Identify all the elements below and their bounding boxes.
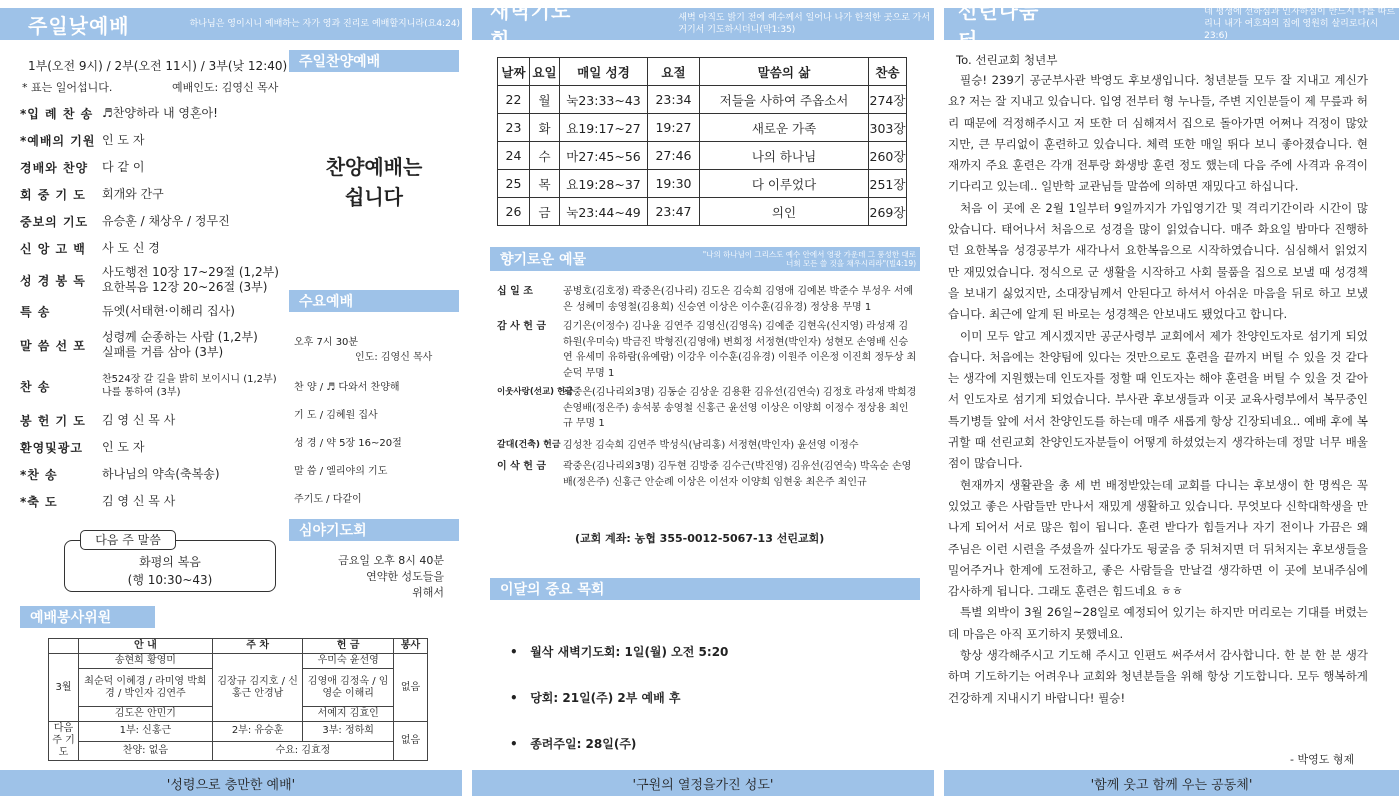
event-item: • 월삭 새벽기도회: 1일(월) 오전 5:20 bbox=[510, 645, 729, 659]
order-value: 김 영 신 목 사 bbox=[102, 494, 176, 508]
svc-cell: 찬양: 없음 bbox=[79, 741, 213, 761]
wed-items bbox=[294, 374, 402, 514]
dawn-row: 22 월 눅23:33~43 23:34 저들을 사하여 주옵소서 274장 bbox=[498, 86, 907, 114]
next-sermon-label: 다음 주 말씀 bbox=[80, 530, 176, 550]
order-label: 말 씀 선 포 bbox=[20, 338, 86, 353]
next-sermon-title: 화평의 복음 bbox=[139, 555, 201, 569]
worship-leader: 예배인도: 김영신 목사 bbox=[172, 81, 279, 94]
night-line: 연약한 성도들을 bbox=[366, 570, 444, 583]
dawn-row: 23 화 요19:17~27 19:27 새로운 가족 303장 bbox=[498, 114, 907, 142]
svc-col-header: 봉사 bbox=[394, 639, 428, 654]
order-item bbox=[20, 262, 282, 298]
order-value: 다 같 이 bbox=[102, 160, 145, 174]
dawn-col-header: 매일 성경 bbox=[560, 58, 648, 86]
order-item bbox=[20, 325, 282, 365]
letter-paragraph: 이미 모두 알고 계시겠지만 공군사령부 교회에서 제가 찬양인도자로 섬기게 되었습니다. 처음에는 찬양팀에 있다는 것만으로도 훈련을 끝까지 버틸 수 있을 것 같다는 생각에 지원했는데 인도자를 정할 때 인도자는 해야 훈련을 버틸 수 있을 것 같아서 인도자로 섬기게 되었습니다. 부사관 후보생들과 이곳 교육사령부에서 복무중인 특기병들 앞에 서서 찬양인도를 하는데 매주 새롭게 항상 긴장되네요.. 예배 후에 복귀할 때 선린교회 찬양인도자분들이 어떻게 하셨었는지 생각하는데 정말 너무 배울 점이 많습니다. bbox=[948, 328, 1368, 471]
order-label: 성 경 봉 독 bbox=[20, 273, 86, 288]
dawn-row: 26 금 눅23:44~49 23:47 의인 269장 bbox=[498, 198, 907, 226]
dawn-title: 새벽기도회 bbox=[490, 0, 572, 52]
order-value: 성령께 순종하는 사람 (1,2부) bbox=[102, 330, 258, 344]
svc-month: 3월 bbox=[49, 654, 79, 722]
wed-header: 수요예배 bbox=[289, 290, 459, 312]
offering-list bbox=[497, 284, 917, 490]
letter-paragraph: 현재까지 생활관을 총 세 번 배정받았는데 교회를 다니는 후보생이 한 명씩은 꼭 있었고 좋은 사람들만 만나서 재밌게 생활하고 있습니다. 무엇보다 신학대학생을 만나게 되어서 서로 많은 힘이 됩니다. 훈련 받다가 힘들거나 자기 전이나 가끔은 왜 주님은 이런 시련을 주셨을까 싶다가도 뒹굴음 중 뒤쳐지면 더 뒤처지는 후보생들을 밀어주거나 한계에 도전하고, 좋은 사람들을 만날걸 생각하면 이 곳에 보내주심에 감사하게 됩니다. 그래도 훈련은 힘드네요 ㅎㅎ bbox=[948, 477, 1369, 599]
stand-note: * 표는 일어섭니다. bbox=[22, 81, 113, 94]
letter-paragraph: 필승! 239기 공군부사관 박영도 후보생입니다. 청년분들 모두 잘 지내고 계신가요? 저는 잘 지내고 있습니다. 입영 전부터 형 누나들, 주변 지인분들이 제 무릎과 허리 때문에 걱정해주시고 저 또한 더 심해져서 집으로 돌아가면 어쩌나 걱정이 많았지만, 큰 무리없이 훈련하고 있습니다. 체력 또한 매일 뛰다 보니 좋아졌습니다. 현재까지 주요 훈련은 각개 전투랑 화생방 훈련 정도 했는데 다음 주에 사격과 유격이 기다리고 있는데.. 일반학 교관님들 말씀에 의하면 재밌다고 하십니다. bbox=[948, 73, 1368, 194]
offering-item: 십 일 조 공병호(김호정) 곽중은(김나리) 김도은 김숙희 김영애 김예본 박준수 부성우 서예은 성혜미 송영철(김용희) 신승연 이상은 이수훈(김유경) 정상용 무명 1 bbox=[497, 286, 914, 313]
order-item bbox=[20, 298, 282, 325]
offering-title: 향기로운 예물 bbox=[500, 252, 587, 268]
letter-paragraph: 처음 이 곳에 온 2월 1일부터 9일까지가 가입영기간 및 격리기간이라 시간이 많았습니다. 태어나서 처음으로 성경을 많이 읽었습니다. 매주 화요일 밤마다 진행하던 요한복음 성경공부가 새각나서 요한복음으로 시작하였습니다. 심심해서 읽었지만 재밌었습니다. 정식으로 군 생활을 시작하고 사회 물품을 집으로 보낼 때 성경책을 보내기 싫었지만, 소대장님께서 안된다고 하셔서 아쉬운 마음을 뒤로 하고 보냈습니다. 최근에 알게 된 바로는 성경책은 안보내도 됐었다고 합니다. bbox=[948, 200, 1368, 322]
order-value: 찬524장 갈 길을 밝히 보이시니 (1,2부) bbox=[102, 374, 277, 385]
order-item bbox=[20, 365, 282, 407]
order-value: 하나님의 약속(축복송) bbox=[102, 467, 220, 481]
dawn-row: 24 수 마27:45~56 27:46 나의 하나님 260장 bbox=[498, 142, 907, 170]
svc-cell: 송현희 황영미 bbox=[79, 654, 213, 669]
title-bar-dawn bbox=[472, 0, 934, 52]
worship-verse: 하나님은 영이시니 예배하는 자가 영과 진리로 예배할지니라(요4:24) bbox=[189, 19, 461, 29]
order-item bbox=[20, 235, 282, 262]
svc-cell: 3부: 정하희 bbox=[303, 722, 394, 742]
dawn-col-header: 요일 bbox=[530, 58, 560, 86]
worship-title: 주일낮예배 bbox=[28, 13, 130, 38]
offering-item: 이 삭 헌 금 곽중은(김나리외3명) 김두현 김방중 김수근(박진영) 김유선(김연숙) 박옥순 손영배(정은주) 신홍근 안순례 이상은 이선자 이양희 임현웅 최은주 최인규 bbox=[497, 461, 912, 488]
svc-cell: 없음 bbox=[394, 654, 428, 722]
praise-notice-line: 쉽니다 bbox=[345, 185, 403, 209]
order-item bbox=[20, 434, 282, 461]
footer-motto: '함께 웃고 함께 우는 공동체' bbox=[944, 770, 1399, 796]
svc-cell: 없음 bbox=[394, 722, 428, 761]
order-item bbox=[20, 100, 282, 127]
events-list bbox=[510, 629, 728, 767]
order-value: 김 영 신 목 사 bbox=[102, 413, 176, 427]
order-label: *예배의 기원 bbox=[20, 134, 96, 148]
svc-col-header: 주 차 bbox=[212, 639, 303, 654]
wed-item: 성 경 / 약 5장 16~20절 bbox=[294, 438, 402, 449]
svc-cell: 우미숙 윤선영 bbox=[303, 654, 394, 669]
service-table bbox=[48, 638, 428, 761]
svc-cell: 김영애 김정옥 / 임영순 이해리 bbox=[303, 669, 394, 707]
next-sermon-ref: (행 10:30~43) bbox=[127, 573, 213, 587]
night-time: 금요일 오후 8시 40분 bbox=[338, 554, 444, 567]
order-value: 실패를 거름 삼아 (3부) bbox=[102, 345, 224, 359]
order-value: 사도행전 10장 17~29절 (1,2부) bbox=[102, 265, 279, 279]
svc-next-label: 다음주 기 도 bbox=[49, 722, 79, 761]
event-item: • 당회: 21일(주) 2부 예배 후 bbox=[510, 691, 681, 705]
letter-signature: - 박영도 형제 bbox=[1290, 753, 1355, 766]
order-item bbox=[20, 208, 282, 235]
order-value: 사 도 신 경 bbox=[102, 241, 160, 255]
order-label: 경배와 찬양 bbox=[20, 161, 89, 175]
order-item bbox=[20, 407, 282, 434]
letter-body bbox=[948, 70, 1368, 709]
wed-leader: 인도: 김영신 목사 bbox=[355, 352, 433, 363]
wed-item: 말 씀 / 엘리야의 기도 bbox=[294, 466, 388, 477]
svc-col-header: 안 내 bbox=[79, 639, 213, 654]
svc-cell: 김도은 안민기 bbox=[79, 707, 213, 722]
footer-motto: '성령으로 충만한 예배' bbox=[0, 770, 462, 796]
offering-item: 이웃사랑(선교) 헌금 곽중은(김나리외3명) 김동순 김상운 김용환 김유선(김연숙) 김정호 라성재 박희경 손영배(정은주) 송석봉 송영철 신홍근 윤선영 이상은 이양희 이정수 정상용 최인규 무명 1 bbox=[497, 387, 917, 429]
praise-notice bbox=[289, 152, 459, 212]
letter-paragraph: 항상 생각해주시고 기도해 주시고 인편도 써주셔서 감사합니다. 한 분 한 분 생각하며 기도하기는 어려우나 교회와 청년분들을 위해 항상 기도합니다. 모두 행복하게 건강하게 지내시기 바랍니다! 필승! bbox=[948, 648, 1368, 705]
order-value: ♬찬양하라 내 영혼아! bbox=[102, 106, 218, 120]
order-of-worship bbox=[20, 100, 282, 515]
offering-item: 감 사 헌 금 김기은(이정수) 김나윤 김연주 김영신(김영옥) 김예준 김현옥(신지영) 라성재 김하원(우미숙) 박금진 박형진(김영애) 변희정 서정현(박인자) 성현모 손영배 신승연 유세미 유하람(유예람) 이강우 이수훈(김유경) 이원주 이은정 이진희 정두상 최순덕 무명 1 bbox=[497, 321, 917, 379]
order-label: 특 송 bbox=[20, 305, 51, 319]
svc-cell: 김장규 김지호 / 신홍근 안경남 bbox=[212, 654, 303, 722]
night-line: 위해서 bbox=[412, 586, 444, 599]
order-value: 유승훈 / 채상우 / 정무진 bbox=[102, 214, 230, 228]
dawn-table bbox=[497, 57, 907, 226]
svc-col-header: 헌 금 bbox=[303, 639, 394, 654]
dawn-col-header: 날짜 bbox=[498, 58, 530, 86]
order-value: 인 도 자 bbox=[102, 440, 145, 454]
dawn-col-header: 찬송 bbox=[869, 58, 907, 86]
order-value: 나를 통하여 (3부) bbox=[102, 387, 181, 398]
svc-cell: 수요: 김효정 bbox=[212, 741, 393, 761]
night-info bbox=[289, 553, 444, 601]
order-value: 듀엣(서태현·이해리 집사) bbox=[102, 304, 235, 318]
order-item bbox=[20, 154, 282, 181]
order-item bbox=[20, 488, 282, 515]
title-bar-worship bbox=[0, 8, 462, 40]
order-value: 인 도 자 bbox=[102, 133, 145, 147]
wed-time: 오후 7시 30분 bbox=[294, 337, 359, 348]
dawn-row: 25 목 요19:28~37 19:30 다 이루었다 251장 bbox=[498, 170, 907, 198]
order-label: 찬 송 bbox=[20, 379, 51, 394]
offering-header bbox=[490, 247, 920, 271]
wed-item: 찬 양 / ♬ 다와서 찬양해 bbox=[294, 382, 400, 393]
service-header: 예배봉사위원 bbox=[20, 606, 155, 628]
night-header: 심야기도회 bbox=[289, 519, 459, 541]
praise-header: 주일찬양예배 bbox=[289, 50, 459, 72]
order-item bbox=[20, 181, 282, 208]
order-value: 회개와 간구 bbox=[102, 187, 164, 201]
order-label: 환영및광고 bbox=[20, 441, 83, 455]
order-label: *찬 송 bbox=[20, 468, 58, 482]
order-label: 회 중 기 도 bbox=[20, 188, 86, 202]
svc-cell: 1부: 신홍근 bbox=[79, 722, 213, 742]
dawn-col-header: 말씀의 삶 bbox=[700, 58, 869, 86]
events-header: 이달의 중요 목회 bbox=[490, 578, 920, 600]
footer-motto: '구원의 열정을가진 성도' bbox=[472, 770, 934, 796]
worship-times: 1부(오전 9시) / 2부(오전 11시) / 3부(낮 12:40) bbox=[28, 59, 288, 73]
order-item bbox=[20, 127, 282, 154]
dawn-verse: 새벽 아직도 밝기 전에 예수께서 일어나 나가 한적한 곳으로 가서 거기서 기도하시더니(막1:35) bbox=[678, 13, 931, 35]
letter-paragraph: 특별 외박이 3월 26일~28일로 예정되어 있기는 하지만 머리로는 기대를 버렸는데 마음은 아직 포기하지 못했네요. bbox=[948, 605, 1368, 641]
event-item: • 종려주일: 28일(주) bbox=[510, 737, 637, 751]
order-label: 봉 헌 기 도 bbox=[20, 414, 86, 428]
title-bar-share bbox=[944, 0, 1399, 52]
dawn-col-header: 요절 bbox=[648, 58, 700, 86]
svc-cell: 최순덕 이혜경 / 라미영 박희경 / 박인자 김연주 bbox=[79, 669, 213, 707]
share-title: 선린나눔터 bbox=[958, 0, 1040, 52]
order-label: *입 례 찬 송 bbox=[20, 107, 94, 121]
wed-item: 기 도 / 김혜원 집사 bbox=[294, 410, 378, 421]
svc-cell: 2부: 유승훈 bbox=[212, 722, 303, 742]
order-label: 중보의 기도 bbox=[20, 215, 89, 229]
order-label: 신 앙 고 백 bbox=[20, 242, 86, 256]
share-verse: 네 평생에 선하심과 인자하심이 반드시 나를 따르리니 내가 여호와의 집에 영원히 살리로다(시23:6) bbox=[1204, 7, 1396, 41]
order-value: 요한복음 12장 20~26절 (3부) bbox=[102, 280, 268, 294]
offering-verse: "나의 하나님이 그리스도 예수 안에서 영광 가운데 그 풍성한 대로 너희 모든 쓸 것을 채우시리라"(빌4:19) bbox=[702, 250, 917, 268]
order-label: *축 도 bbox=[20, 495, 58, 509]
svc-cell: 서예지 김효인 bbox=[303, 707, 394, 722]
account-info: (교회 계좌: 농협 355-0012-5067-13 선린교회) bbox=[575, 532, 825, 545]
order-item bbox=[20, 461, 282, 488]
offering-item: 갈대(건축) 헌금 김성찬 김숙희 김연주 박성식(남리홍) 서정현(박인자) 윤선영 이정수 bbox=[497, 439, 859, 451]
wed-item: 주기도 / 다같이 bbox=[294, 494, 362, 505]
praise-notice-line: 찬양예배는 bbox=[325, 155, 423, 179]
letter-to: To. 선린교회 청년부 bbox=[956, 53, 1058, 67]
